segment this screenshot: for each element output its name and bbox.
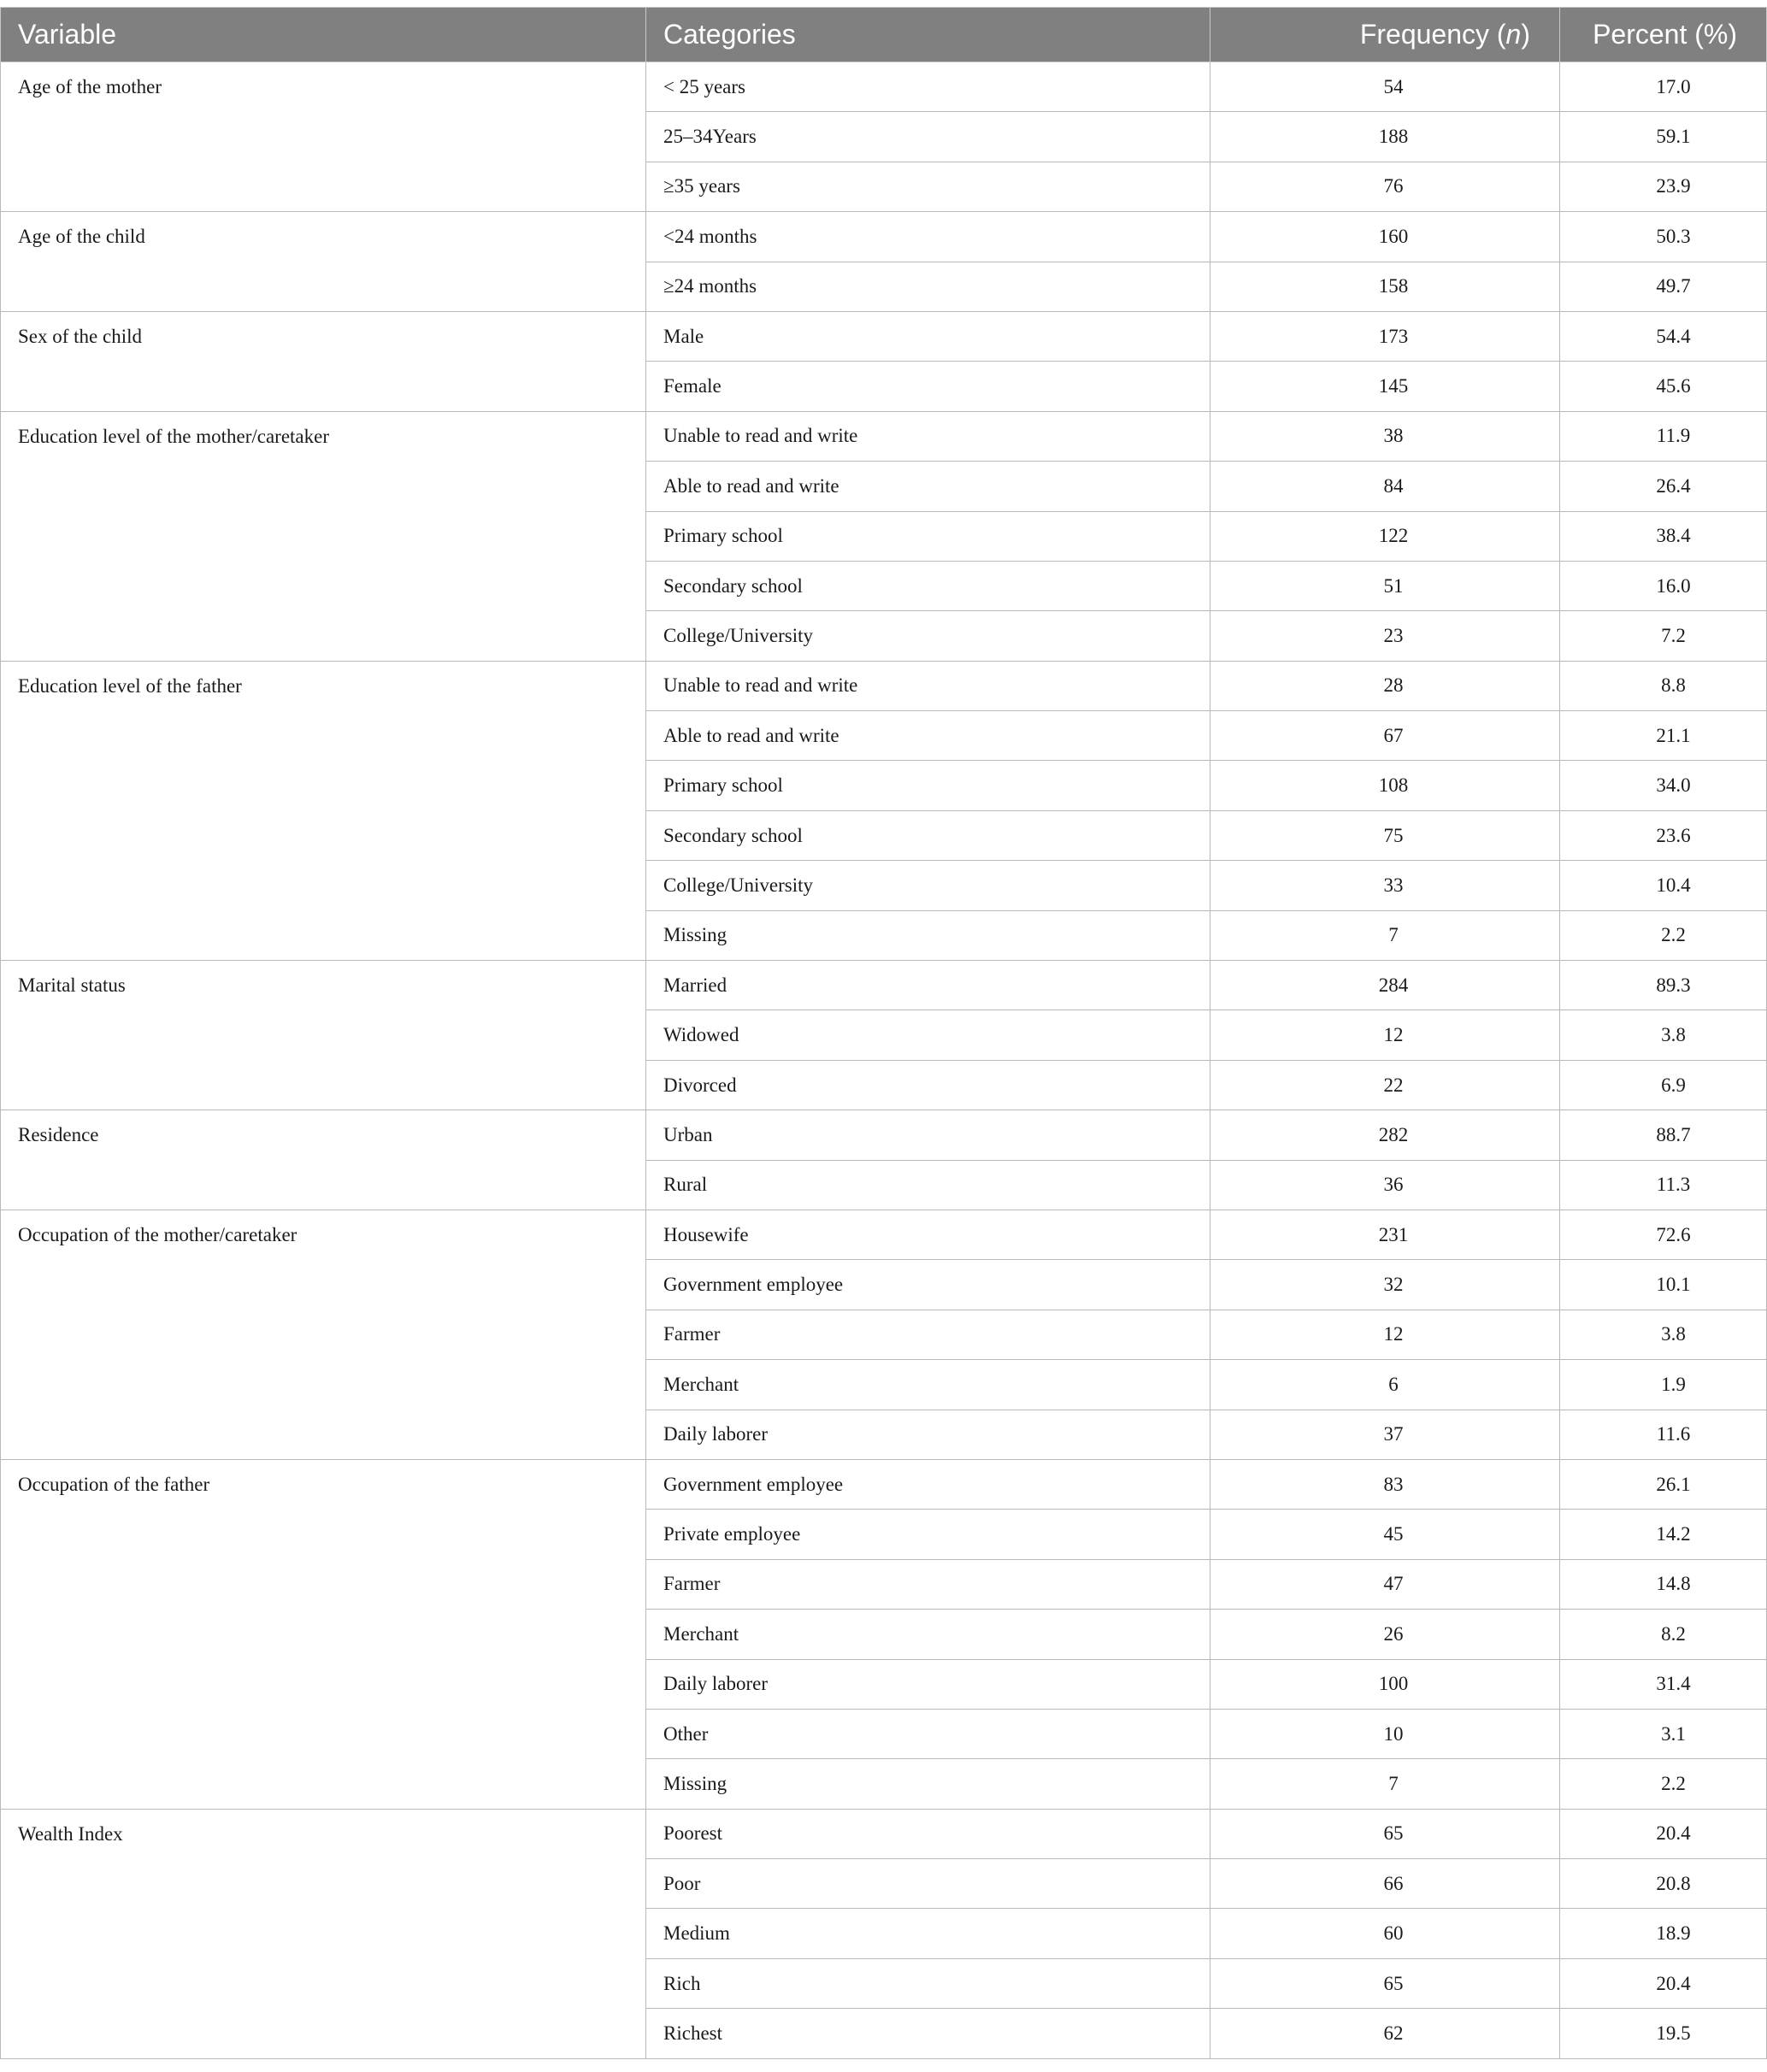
percent-cell: 88.7 (1560, 1110, 1767, 1160)
percent-cell: 38.4 (1560, 511, 1767, 561)
percent-cell: 2.2 (1560, 910, 1767, 960)
percent-cell: 34.0 (1560, 761, 1767, 810)
data-table (0, 7, 1767, 2059)
category-cell: Daily laborer (646, 1410, 1210, 1459)
category-cell: Private employee (646, 1510, 1210, 1559)
table-row (1, 961, 1767, 1010)
percent-cell: 50.3 (1560, 212, 1767, 262)
category-cell: Secondary school (646, 561, 1210, 610)
percent-cell: 26.1 (1560, 1459, 1767, 1509)
frequency-cell: 26 (1210, 1610, 1560, 1659)
header-frequency (1210, 8, 1560, 62)
frequency-cell: 51 (1210, 561, 1560, 610)
header-frequency-prefix: Frequency ( (1359, 19, 1506, 50)
header-categories: Categories (646, 8, 1210, 62)
percent-cell: 3.1 (1560, 1709, 1767, 1758)
variable-cell: Occupation of the mother/caretaker (1, 1210, 646, 1459)
header-frequency-suffix: ) (1521, 19, 1530, 50)
frequency-cell: 60 (1210, 1909, 1560, 1958)
table-row (1, 411, 1767, 461)
table-row (1, 1809, 1767, 1858)
frequency-cell: 83 (1210, 1459, 1560, 1509)
table-row (1, 1459, 1767, 1509)
frequency-cell: 76 (1210, 162, 1560, 211)
category-cell: College/University (646, 861, 1210, 910)
category-cell: <24 months (646, 212, 1210, 262)
percent-cell: 89.3 (1560, 961, 1767, 1010)
frequency-cell: 160 (1210, 212, 1560, 262)
variable-cell: Residence (1, 1110, 646, 1210)
category-cell: Government employee (646, 1260, 1210, 1310)
percent-cell: 1.9 (1560, 1360, 1767, 1410)
table-row (1, 661, 1767, 710)
percent-cell: 11.3 (1560, 1160, 1767, 1210)
frequency-cell: 33 (1210, 861, 1560, 910)
frequency-cell: 54 (1210, 62, 1560, 112)
percent-cell: 7.2 (1560, 611, 1767, 661)
frequency-cell: 7 (1210, 910, 1560, 960)
percent-cell: 16.0 (1560, 561, 1767, 610)
category-cell: Female (646, 362, 1210, 411)
category-cell: Farmer (646, 1310, 1210, 1359)
table-header (1, 8, 1767, 62)
variable-cell: Occupation of the father (1, 1459, 646, 1809)
frequency-cell: 38 (1210, 411, 1560, 461)
percent-cell: 2.2 (1560, 1759, 1767, 1809)
percent-cell: 19.5 (1560, 2009, 1767, 2058)
percent-cell: 20.8 (1560, 1859, 1767, 1909)
frequency-cell: 67 (1210, 711, 1560, 761)
category-cell: Government employee (646, 1459, 1210, 1509)
percent-cell: 3.8 (1560, 1010, 1767, 1060)
percent-cell: 3.8 (1560, 1310, 1767, 1359)
variable-cell: Marital status (1, 961, 646, 1110)
category-cell: ≥35 years (646, 162, 1210, 211)
frequency-cell: 108 (1210, 761, 1560, 810)
category-cell: Housewife (646, 1210, 1210, 1259)
frequency-cell: 37 (1210, 1410, 1560, 1459)
category-cell: Male (646, 311, 1210, 361)
category-cell: Merchant (646, 1360, 1210, 1410)
table-row (1, 1110, 1767, 1160)
percent-cell: 6.9 (1560, 1060, 1767, 1110)
percent-cell: 14.2 (1560, 1510, 1767, 1559)
table-row (1, 311, 1767, 361)
category-cell: Other (646, 1709, 1210, 1758)
category-cell: Able to read and write (646, 711, 1210, 761)
percent-cell: 45.6 (1560, 362, 1767, 411)
header-percent: Percent (%) (1560, 8, 1767, 62)
header-variable: Variable (1, 8, 646, 62)
percent-cell: 8.8 (1560, 661, 1767, 710)
category-cell: Primary school (646, 511, 1210, 561)
percent-cell: 72.6 (1560, 1210, 1767, 1259)
category-cell: Poor (646, 1859, 1210, 1909)
percent-cell: 23.6 (1560, 810, 1767, 860)
category-cell: Poorest (646, 1809, 1210, 1858)
variable-cell: Age of the mother (1, 62, 646, 212)
category-cell: Secondary school (646, 810, 1210, 860)
frequency-cell: 173 (1210, 311, 1560, 361)
percent-cell: 54.4 (1560, 311, 1767, 361)
frequency-cell: 28 (1210, 661, 1560, 710)
table-row (1, 62, 1767, 112)
frequency-cell: 10 (1210, 1709, 1560, 1758)
frequency-cell: 100 (1210, 1659, 1560, 1709)
variable-cell: Age of the child (1, 212, 646, 312)
category-cell: Unable to read and write (646, 411, 1210, 461)
frequency-cell: 12 (1210, 1010, 1560, 1060)
category-cell: Missing (646, 910, 1210, 960)
percent-cell: 8.2 (1560, 1610, 1767, 1659)
frequency-cell: 188 (1210, 112, 1560, 162)
variable-cell: Wealth Index (1, 1809, 646, 2058)
category-cell: College/University (646, 611, 1210, 661)
frequency-cell: 282 (1210, 1110, 1560, 1160)
percent-cell: 21.1 (1560, 711, 1767, 761)
category-cell: Rich (646, 1958, 1210, 2008)
percent-cell: 10.1 (1560, 1260, 1767, 1310)
frequency-cell: 62 (1210, 2009, 1560, 2058)
category-cell: Married (646, 961, 1210, 1010)
category-cell: Medium (646, 1909, 1210, 1958)
category-cell: Able to read and write (646, 462, 1210, 511)
percent-cell: 26.4 (1560, 462, 1767, 511)
frequency-cell: 66 (1210, 1859, 1560, 1909)
variable-cell: Sex of the child (1, 311, 646, 411)
table-row (1, 1210, 1767, 1259)
category-cell: Divorced (646, 1060, 1210, 1110)
variable-cell: Education level of the mother/caretaker (1, 411, 646, 661)
frequency-cell: 284 (1210, 961, 1560, 1010)
percent-cell: 20.4 (1560, 1958, 1767, 2008)
percent-cell: 49.7 (1560, 262, 1767, 311)
frequency-cell: 84 (1210, 462, 1560, 511)
percent-cell: 14.8 (1560, 1559, 1767, 1609)
category-cell: ≥24 months (646, 262, 1210, 311)
frequency-cell: 22 (1210, 1060, 1560, 1110)
category-cell: Farmer (646, 1559, 1210, 1609)
frequency-cell: 36 (1210, 1160, 1560, 1210)
category-cell: Urban (646, 1110, 1210, 1160)
category-cell: Missing (646, 1759, 1210, 1809)
percent-cell: 17.0 (1560, 62, 1767, 112)
category-cell: Unable to read and write (646, 661, 1210, 710)
frequency-cell: 75 (1210, 810, 1560, 860)
frequency-cell: 122 (1210, 511, 1560, 561)
category-cell: Daily laborer (646, 1659, 1210, 1709)
frequency-cell: 65 (1210, 1958, 1560, 2008)
category-cell: Primary school (646, 761, 1210, 810)
category-cell: Merchant (646, 1610, 1210, 1659)
percent-cell: 10.4 (1560, 861, 1767, 910)
category-cell: < 25 years (646, 62, 1210, 112)
header-row (1, 8, 1767, 62)
category-cell: Rural (646, 1160, 1210, 1210)
table-body (1, 62, 1767, 2059)
percent-cell: 18.9 (1560, 1909, 1767, 1958)
variable-cell: Education level of the father (1, 661, 646, 960)
frequency-cell: 6 (1210, 1360, 1560, 1410)
category-cell: Richest (646, 2009, 1210, 2058)
percent-cell: 31.4 (1560, 1659, 1767, 1709)
frequency-cell: 32 (1210, 1260, 1560, 1310)
percent-cell: 59.1 (1560, 112, 1767, 162)
frequency-cell: 12 (1210, 1310, 1560, 1359)
frequency-cell: 158 (1210, 262, 1560, 311)
percent-cell: 11.9 (1560, 411, 1767, 461)
frequency-cell: 145 (1210, 362, 1560, 411)
frequency-cell: 23 (1210, 611, 1560, 661)
percent-cell: 11.6 (1560, 1410, 1767, 1459)
frequency-cell: 45 (1210, 1510, 1560, 1559)
frequency-cell: 65 (1210, 1809, 1560, 1858)
frequency-cell: 231 (1210, 1210, 1560, 1259)
category-cell: Widowed (646, 1010, 1210, 1060)
frequency-cell: 47 (1210, 1559, 1560, 1609)
category-cell: 25–34Years (646, 112, 1210, 162)
frequency-cell: 7 (1210, 1759, 1560, 1809)
table-row (1, 212, 1767, 262)
percent-cell: 23.9 (1560, 162, 1767, 211)
percent-cell: 20.4 (1560, 1809, 1767, 1858)
header-frequency-n: n (1505, 19, 1522, 50)
